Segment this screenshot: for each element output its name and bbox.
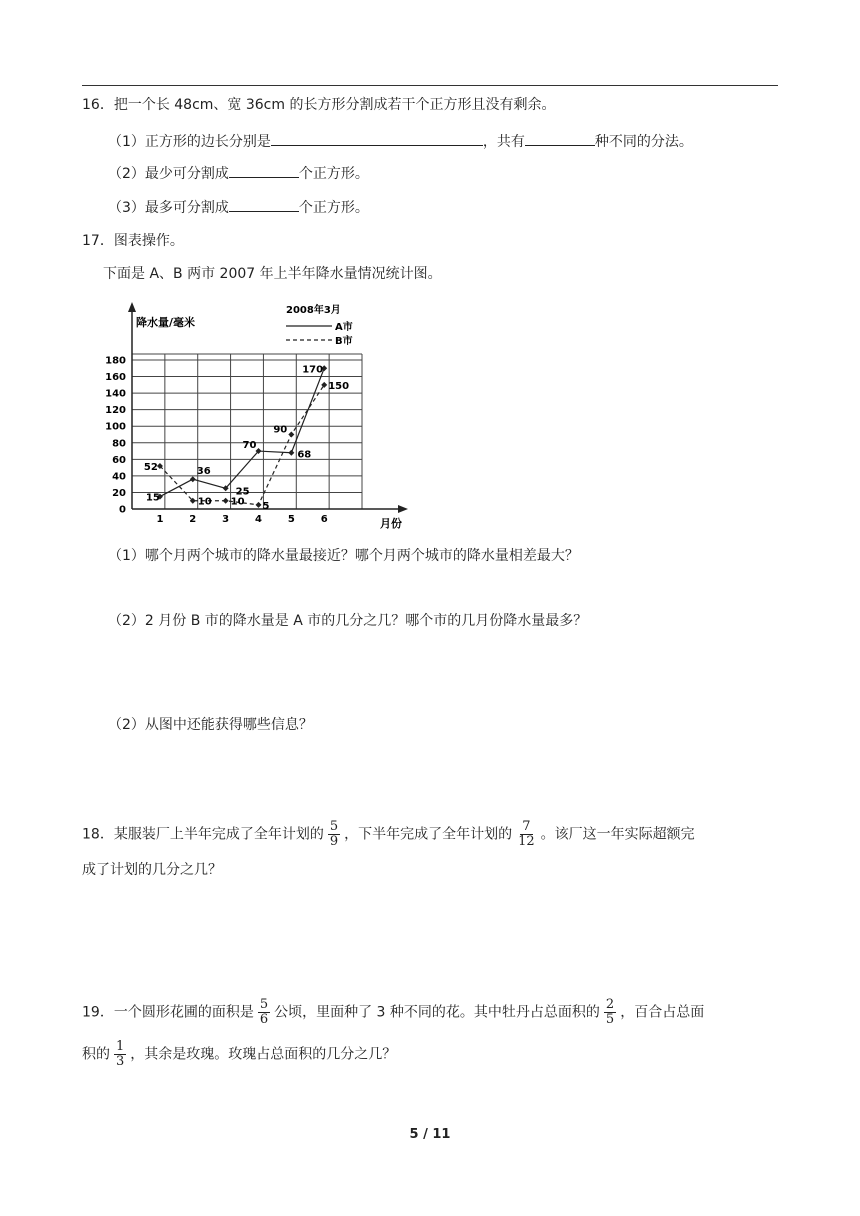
q19-text-e: ，其余是玫瑰。玫瑰占总面积的几分之几？ — [130, 1046, 397, 1063]
point-label: 25 — [235, 486, 250, 498]
q16-part1 — [108, 131, 693, 151]
q19-f2-den: 5 — [605, 1012, 615, 1027]
q18-line1 — [82, 820, 695, 849]
q18-f2-num: 7 — [522, 819, 531, 834]
y-tick-label: 0 — [119, 504, 126, 516]
q18-f2-den: 12 — [518, 834, 535, 849]
q19-fraction-2 — [604, 998, 616, 1027]
series-line-a — [160, 368, 324, 496]
q16-part1-text-a: （1）正方形的边长分别是 — [108, 134, 271, 150]
point-label: 68 — [297, 449, 312, 461]
q16-part1-text-c: 种不同的分法。 — [594, 134, 693, 150]
x-tick-label: 1 — [156, 514, 164, 525]
data-point — [288, 450, 294, 456]
y-axis-arrow — [128, 302, 136, 312]
q16-blank-method-count[interactable] — [525, 131, 595, 146]
q19-f3-den: 3 — [116, 1054, 125, 1069]
y-tick-label: 180 — [105, 355, 126, 367]
q16-part2-text-a: （2）最少可分割成 — [108, 166, 229, 182]
data-point — [190, 476, 196, 482]
y-tick-label: 80 — [112, 438, 126, 450]
q16-blank-min-squares[interactable] — [229, 163, 299, 178]
q17-sub2: （2）2 月份 B 市的降水量是 A 市的几分之几？哪个市的几月份降水量最多？ — [108, 613, 588, 629]
q16-part3-text-b: 个正方形。 — [298, 200, 369, 216]
chart-point-labels — [144, 364, 349, 512]
q16-blank-max-squares[interactable] — [229, 197, 299, 212]
q18-text-c: 。该厂这一年实际超额完 — [540, 826, 695, 843]
q18-f1-den: 9 — [329, 834, 339, 849]
q17-stem: 17．图表操作。 — [82, 233, 184, 249]
q19-text-a: 19．一个圆形花圃的面积是 — [82, 1004, 254, 1021]
q19-f3-num: 1 — [116, 1039, 125, 1054]
x-tick-label: 2 — [189, 514, 197, 525]
chart-axes — [128, 302, 408, 513]
chart-ylabel: 降水量/毫米 — [136, 316, 196, 329]
q19-line2 — [82, 1040, 396, 1069]
q16-part3 — [108, 197, 369, 217]
q18-fraction-1 — [328, 820, 340, 849]
q16-blank-side-lengths[interactable] — [271, 131, 483, 146]
q16-stem: 16．把一个长 48cm、宽 36cm 的长方形分割成若干个正方形且没有剩余。 — [82, 97, 556, 113]
q18-fraction-2 — [516, 820, 537, 849]
q19-line1 — [82, 998, 704, 1027]
q17-sub1: （1）哪个月两个城市的降水量最接近？哪个月两个城市的降水量相差最大？ — [108, 548, 579, 564]
y-tick-label: 100 — [105, 421, 126, 433]
point-label: 150 — [328, 380, 350, 392]
q16-part2-text-b: 个正方形。 — [298, 166, 369, 182]
q18-f1-num: 5 — [329, 819, 339, 834]
q19-f2-num: 2 — [605, 997, 615, 1012]
data-point — [288, 432, 294, 438]
x-tick-label: 3 — [222, 514, 230, 525]
x-tick-label: 6 — [320, 514, 328, 525]
chart-legend — [286, 320, 353, 347]
chart-legend-title: 2008年3月 — [286, 305, 341, 316]
point-label: 70 — [242, 440, 257, 452]
q16-part1-text-b: ，共有 — [482, 134, 525, 150]
q16-part2 — [108, 163, 369, 183]
q19-text-d: 积的 — [82, 1046, 110, 1063]
point-label: 10 — [197, 496, 212, 508]
point-label: 36 — [196, 466, 211, 478]
q19-text-c: ，百合占总面 — [620, 1004, 705, 1021]
q17-intro: 下面是 A、B 两市 2007 年上半年降水量情况统计图。 — [103, 266, 442, 282]
rainfall-line-chart — [100, 298, 430, 534]
point-label: 52 — [143, 461, 158, 473]
q17-sub3: （2）从图中还能获得哪些信息？ — [108, 717, 313, 733]
chart-xlabel: 月份 — [380, 517, 402, 530]
page-number: 5 / 11 — [409, 1127, 451, 1142]
y-tick-label: 40 — [112, 471, 126, 483]
q19-fraction-1 — [258, 998, 270, 1027]
legend-label: B市 — [335, 336, 353, 347]
legend-label: A市 — [335, 322, 353, 333]
q19-f1-num: 5 — [259, 997, 269, 1012]
point-label: 5 — [262, 500, 270, 512]
x-tick-label: 4 — [255, 514, 262, 525]
q19-f1-den: 6 — [259, 1012, 269, 1027]
header-rule — [82, 85, 778, 86]
y-tick-label: 20 — [112, 487, 126, 499]
point-label: 170 — [302, 364, 324, 376]
point-label: 90 — [273, 424, 288, 436]
y-tick-label: 120 — [105, 405, 126, 417]
y-tick-label: 60 — [112, 454, 126, 466]
q19-text-b: 公顷，里面种了 3 种不同的花。其中牡丹占总面积的 — [274, 1004, 600, 1021]
point-label: 15 — [145, 492, 160, 504]
q16-part3-text-a: （3）最多可分割成 — [108, 200, 229, 216]
x-tick-label: 5 — [287, 514, 295, 525]
x-axis-arrow — [398, 505, 408, 513]
y-tick-label: 160 — [105, 372, 126, 384]
y-tick-label: 140 — [105, 388, 126, 400]
q18-text-b: ，下半年完成了全年计划的 — [344, 826, 513, 843]
q18-text-a: 18．某服装厂上半年完成了全年计划的 — [82, 826, 324, 843]
chart-ticks — [105, 356, 328, 526]
data-point — [256, 502, 262, 508]
data-point — [223, 498, 229, 504]
point-label: 10 — [230, 496, 245, 508]
q19-fraction-3 — [114, 1040, 126, 1069]
q18-line2: 成了计划的几分之几？ — [82, 862, 222, 878]
